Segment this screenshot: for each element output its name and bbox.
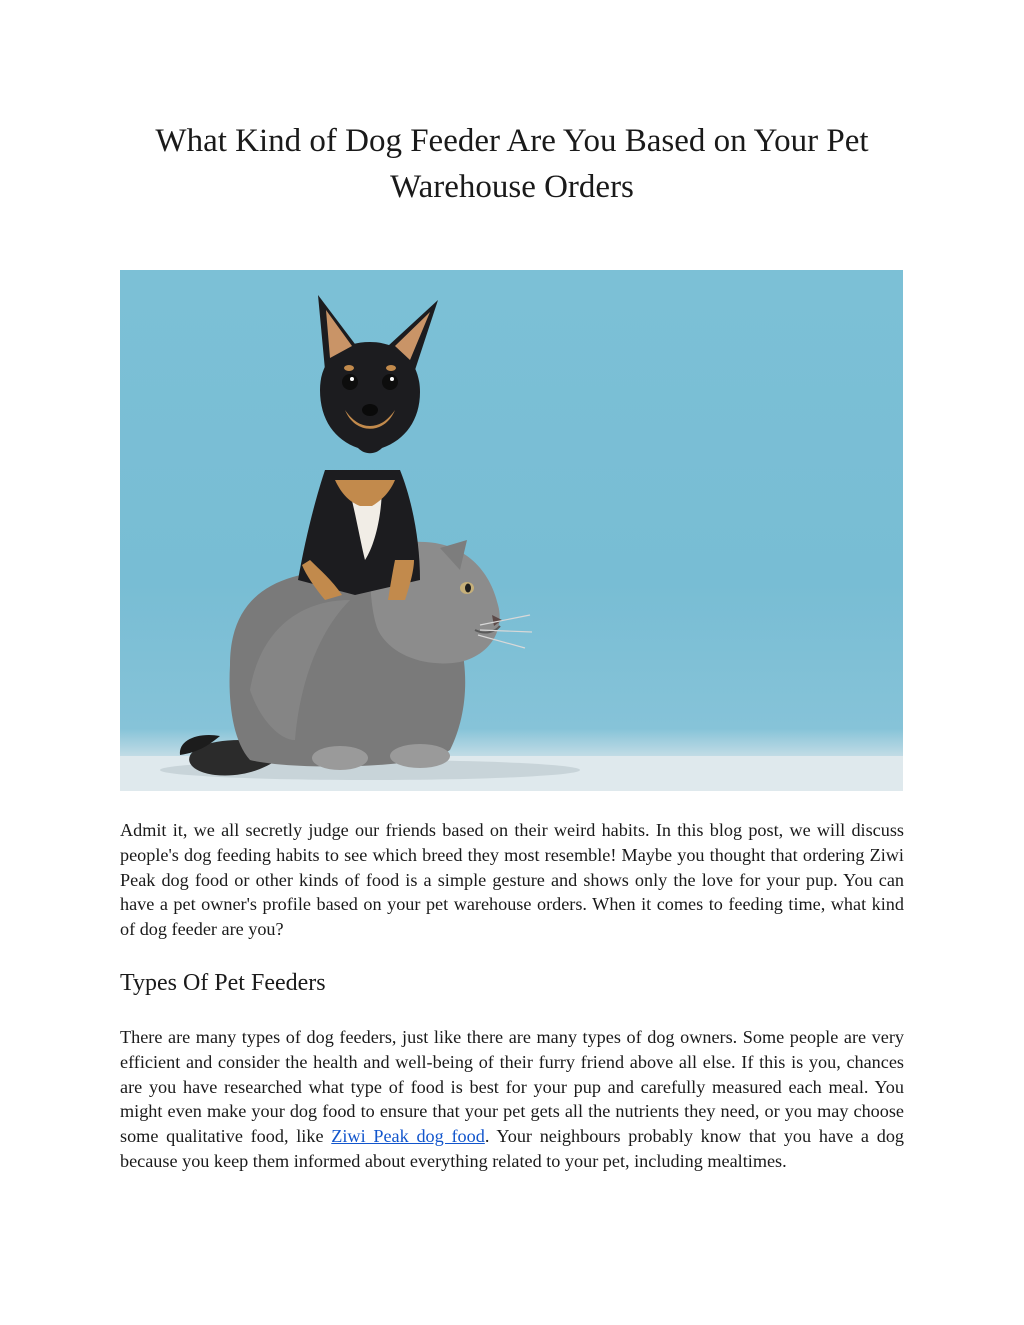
section-heading-types-of-pet-feeders: Types Of Pet Feeders <box>120 970 326 996</box>
chihuahua-figure <box>298 295 438 600</box>
photo-illustration <box>120 270 903 791</box>
types-paragraph <box>120 1025 904 1174</box>
types-paragraph-text-after-link: . Your neighbours probably know that you have a dog because you keep them informed about everything related to your pet, including mealtimes. <box>120 1126 905 1171</box>
ziwi-peak-dog-food-link[interactable]: Ziwi Peak dog food <box>331 1126 485 1147</box>
hero-photo-chihuahua-on-cat <box>120 270 903 791</box>
intro-paragraph: Admit it, we all secretly judge our friends based on their weird habits. In this blog post, we will discuss people's dog feeding habits to see which breed they most resemble! Maybe you thought that ordering Ziwi Peak dog food or other kinds of food is a simple gesture and shows only the love for your pup. You can have a pet owner's profile based on your pet warehouse orders. When it comes to feeding time, what kind of dog feeder are you? <box>120 820 904 940</box>
types-paragraph-text-before-link: There are many types of dog feeders, just like there are many types of dog owners. Some people are very efficient and consider the health and well-being of their furry friend above all else. If this is you, chances are you have researched what type of food is best for your pup and carefully measured each meal. You might even make your dog food to ensure that your pet gets all the nutrients they need, or you may choose some qualitative food, like <box>120 1027 904 1147</box>
article-title: What Kind of Dog Feeder Are You Based on Your Pet Warehouse Orders <box>155 123 869 205</box>
